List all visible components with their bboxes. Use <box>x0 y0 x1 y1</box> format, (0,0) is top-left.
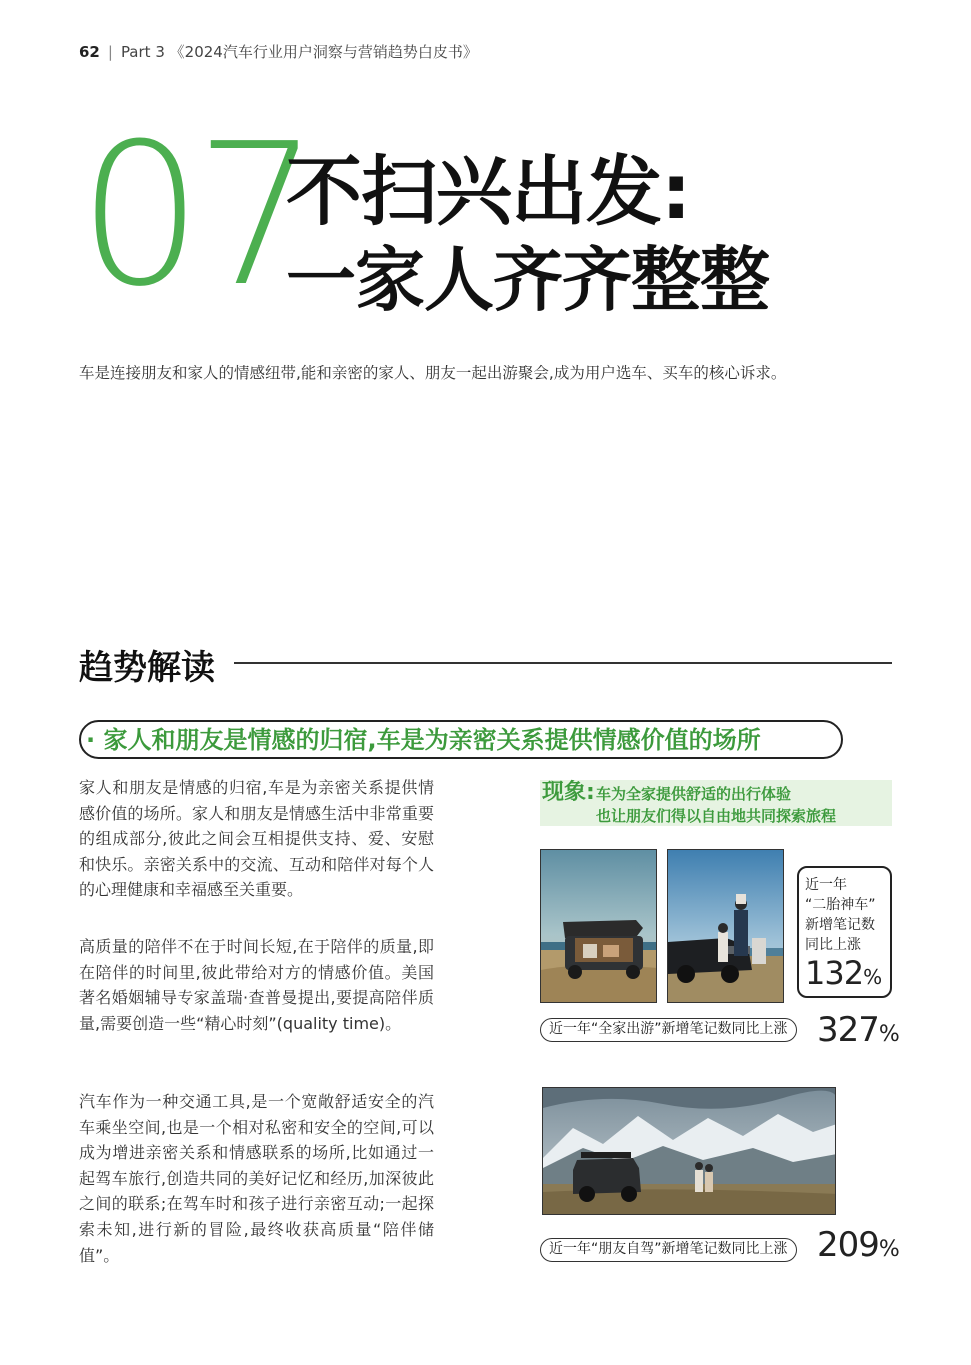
paragraph-3 <box>79 1089 434 1268</box>
chapter-title-line1: 不扫兴出发: <box>286 147 691 236</box>
phenomenon-line2: 也让朋友们得以自由地共同探索旅程 <box>596 807 837 825</box>
header-part: Part 3 <box>120 43 165 61</box>
caption-friends-drive: 近一年“朋友自驾”新增笔记数同比上涨 <box>540 1238 797 1262</box>
phenomenon-label: 现象: <box>542 780 595 805</box>
phenomenon-line1: 车为全家提供舒适的出行体验 <box>596 785 792 803</box>
paragraph-3-text: 汽车作为一种交通工具,是一个宽敞舒适安全的汽车乘坐空间,也是一个相对私密和安全的空间,可以成为增进亲密关系和情感联系的场所,比如通过一起驾车旅行,创造共同的美好记忆和经历,加深彼此之间的联系;在驾车时和孩子进行亲密互动;一起探索未知,进行新的冒险,最终收获高质量“陪伴储值”。 <box>79 1092 434 1265</box>
caption-family-trip: 近一年“全家出游”新增笔记数同比上涨 <box>540 1018 797 1042</box>
paragraph-1-text: 家人和朋友是情感的归宿,车是为亲密关系提供情感价值的场所。家人和朋友是情感生活中非常重要的组成部分,彼此之间会互相提供支持、爱、安慰和快乐。亲密关系中的交流、互动和陪伴对每个人的心理健康和幸福感至关重要。 <box>79 778 434 900</box>
photo-family-car-trunk-image <box>541 850 657 1003</box>
section-title: 趋势解读 <box>79 648 215 688</box>
photo-family-suv <box>667 849 784 1003</box>
photo-friends-mountains <box>542 1087 836 1215</box>
family-trip-unit: % <box>878 1022 899 1047</box>
family-trip-number: 327 <box>817 1010 879 1050</box>
photo-friends-mountains-image <box>543 1088 836 1215</box>
section-divider <box>234 662 892 664</box>
paragraph-1 <box>79 775 434 903</box>
subheading: · 家人和朋友是情感的归宿,车是为亲密关系提供情感价值的场所 <box>86 726 761 754</box>
stat-card-value <box>805 953 881 997</box>
header-book-title: 《2024汽车行业用户洞察与营销趋势白皮书》 <box>169 43 478 61</box>
stat-card-number: 132 <box>805 954 864 992</box>
intro-text: 车是连接朋友和家人的情感纽带,能和亲密的家人、朋友一起出游聚会,成为用户选车、买车的核心诉求。 <box>79 364 787 382</box>
stat-card-label: 近一年 “二胎神车” 新增笔记数 同比上涨 <box>805 877 876 953</box>
family-trip-value <box>817 1012 899 1053</box>
chapter-title-line2: 一家人齐齐整整 <box>286 239 769 321</box>
friends-drive-value <box>817 1227 899 1268</box>
page-number: 62 <box>79 43 100 61</box>
header-divider: | <box>107 43 113 61</box>
stat-card-unit: % <box>863 965 882 989</box>
photo-family-suv-image <box>668 850 784 1003</box>
photo-family-car-trunk <box>540 849 657 1003</box>
paragraph-2-text: 高质量的陪伴不在于时间长短,在于陪伴的质量,即在陪伴的时间里,彼此带给对方的情感价值。美国著名婚姻辅导专家盖瑞·查普曼提出,要提高陪伴质量,需要创造一些“精心时刻”(quality time)。 <box>79 937 434 1033</box>
running-header <box>79 41 478 62</box>
friends-drive-unit: % <box>878 1237 899 1262</box>
paragraph-2 <box>79 934 434 1036</box>
friends-drive-number: 209 <box>817 1225 879 1265</box>
chapter-number: 07 <box>78 102 312 330</box>
